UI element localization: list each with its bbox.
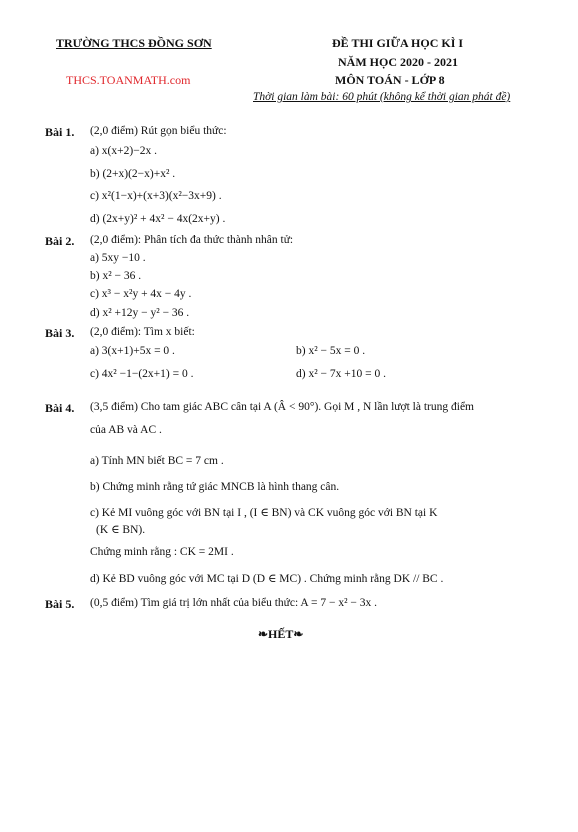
- problem-1-prompt: (2,0 điểm) Rút gọn biểu thức:: [90, 125, 227, 137]
- problem-4-item-c: c) Kẻ MI vuông góc với BN tại I , (I ∈ BN) và CK vuông góc với BN tại K: [90, 507, 438, 519]
- problem-1-label: Bài 1.: [45, 125, 75, 139]
- school-name: TRƯỜNG THCS ĐỒNG SƠN: [56, 36, 212, 50]
- problem-4-prompt: (3,5 điểm) Cho tam giác ABC cân tại A (Â < 90°). Gọi M , N lần lượt là trung điểm: [90, 401, 474, 413]
- problem-2-item-c: c) x³ − x²y + 4x − 4y .: [90, 288, 192, 300]
- problem-5-label: Bài 5.: [45, 597, 75, 611]
- problem-4-item-d: d) Kẻ BD vuông góc với MC tại D (D ∈ MC) . Chứng minh rằng DK // BC .: [90, 573, 444, 585]
- problem-4-item-a: a) Tính MN biết BC = 7 cm .: [90, 455, 224, 467]
- problem-4-item-c-cont: (K ∈ BN).: [96, 524, 146, 536]
- subject: MÔN TOÁN - LỚP 8: [335, 73, 445, 87]
- exam-title: ĐỀ THI GIỮA HỌC KÌ I: [332, 36, 464, 50]
- problem-1-item-a: a) x(x+2)−2x .: [90, 145, 157, 157]
- problem-2-item-d: d) x² +12y − y² − 36 .: [90, 307, 190, 319]
- problem-4-item-b: b) Chứng minh rằng tứ giác MNCB là hình thang cân.: [90, 481, 340, 493]
- problem-4-label: Bài 4.: [45, 401, 75, 415]
- problem-5-prompt: (0,5 điểm) Tìm giá trị lớn nhất của biểu thức: A = 7 − x² − 3x .: [90, 597, 378, 609]
- problem-3-label: Bài 3.: [45, 326, 75, 340]
- problem-4-item-c-proof: Chứng minh rằng : CK = 2MI .: [90, 546, 234, 558]
- problem-3-item-a: a) 3(x+1)+5x = 0 .: [90, 345, 175, 357]
- problem-2-item-b: b) x² − 36 .: [90, 270, 142, 282]
- problem-3-item-b: b) x² − 5x = 0 .: [296, 345, 366, 357]
- problem-2-label: Bài 2.: [45, 234, 75, 248]
- problem-3-item-c: c) 4x² −1−(2x+1) = 0 .: [90, 368, 194, 380]
- problem-2-item-a: a) 5xy −10 .: [90, 252, 146, 264]
- website-link[interactable]: THCS.TOANMATH.com: [66, 73, 191, 87]
- problem-1-item-d: d) (2x+y)² + 4x² − 4x(2x+y) .: [90, 213, 226, 225]
- problem-4-prompt-cont: của AB và AC .: [90, 424, 162, 436]
- end-mark: ❧HẾT❧: [258, 627, 304, 641]
- problem-3-item-d: d) x² − 7x +10 = 0 .: [296, 368, 386, 380]
- problem-1-item-c: c) x²(1−x)+(x+3)(x²−3x+9) .: [90, 190, 222, 202]
- school-year: NĂM HỌC 2020 - 2021: [338, 55, 458, 69]
- problem-3-prompt: (2,0 điểm): Tìm x biết:: [90, 326, 195, 338]
- problem-1-item-b: b) (2+x)(2−x)+x² .: [90, 168, 176, 180]
- problem-2-prompt: (2,0 điểm): Phân tích đa thức thành nhân tử:: [90, 234, 294, 246]
- time-note: Thời gian làm bài: 60 phút (không kể thời gian phát đề): [253, 91, 511, 103]
